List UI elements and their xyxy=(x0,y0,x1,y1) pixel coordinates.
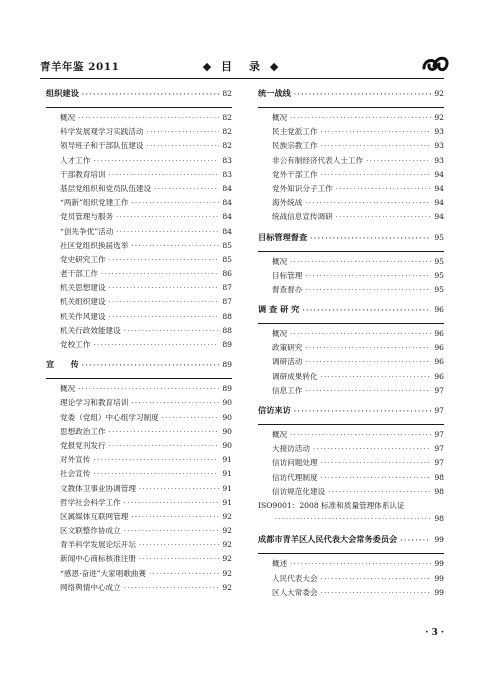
toc-entry[interactable] xyxy=(46,112,232,126)
toc-entry-label: 区人大常委会 xyxy=(272,587,318,597)
toc-page-number: 96 xyxy=(434,305,444,315)
toc-page-number: 98 xyxy=(434,472,444,482)
toc-entry[interactable] xyxy=(258,328,444,342)
toc-entry-label: 老干部工作 xyxy=(60,269,98,279)
toc-entry-label: 海外统战 xyxy=(272,198,303,208)
toc-page-number: 84 xyxy=(222,226,232,236)
toc-entry-label: 网络舆情中心成立 xyxy=(60,582,121,592)
toc-page-number: 84 xyxy=(222,198,232,208)
toc-entry[interactable] xyxy=(258,126,444,140)
toc-entry[interactable] xyxy=(46,339,232,353)
toc-entry-label: ISO9001：2008 标准和质量管理体系认证 xyxy=(258,500,405,510)
section-underline xyxy=(258,553,444,554)
toc-page-number: 82 xyxy=(222,127,232,137)
dot-leader xyxy=(139,555,219,563)
toc-entry[interactable] xyxy=(46,582,232,596)
toc-entry[interactable] xyxy=(258,573,444,587)
toc-page-number: 99 xyxy=(434,559,444,569)
toc-entry-label: 新闻中心商标核准注册 xyxy=(60,554,136,564)
toc-entry[interactable] xyxy=(46,254,232,268)
dot-leader xyxy=(124,584,220,592)
dot-leader xyxy=(109,313,220,321)
dot-leader xyxy=(82,90,220,98)
toc-page-number: 98 xyxy=(434,486,444,496)
dot-leader xyxy=(93,157,219,165)
toc-entry[interactable] xyxy=(46,454,232,468)
dot-leader xyxy=(321,575,432,583)
page-header xyxy=(40,56,444,76)
toc-entry-label: 领导班子和干部队伍建设 xyxy=(60,141,144,151)
dot-leader xyxy=(116,213,219,221)
toc-entry-label: 理论学习和教育培训 xyxy=(60,398,129,408)
dot-leader xyxy=(328,488,431,496)
toc-entry-label: 思想政治工作 xyxy=(60,426,106,436)
toc-entry[interactable] xyxy=(46,383,232,397)
dot-leader xyxy=(109,284,220,292)
dot-leader xyxy=(124,499,220,507)
toc-entry[interactable] xyxy=(258,270,444,284)
dot-leader xyxy=(290,330,431,338)
dot-leader xyxy=(93,456,219,464)
toc-entry-label: 概况 xyxy=(272,113,288,122)
toc-entry-label: 机关组织建设 xyxy=(60,297,106,307)
toc-entry[interactable] xyxy=(258,514,444,528)
dot-leader xyxy=(290,258,431,266)
toc-entry[interactable] xyxy=(258,356,444,370)
toc-entry[interactable] xyxy=(46,311,232,325)
toc-entry-label: “感恩·奋进”大家唱歌曲赛 xyxy=(60,568,147,578)
toc-entry[interactable] xyxy=(258,486,444,500)
toc-page-number: 87 xyxy=(222,297,232,307)
toc-entry[interactable] xyxy=(46,539,232,553)
toc-section-heading[interactable] xyxy=(258,534,444,553)
toc-entry[interactable] xyxy=(46,169,232,183)
toc-page-number: 97 xyxy=(434,444,444,454)
toc-entry-label: 概况 xyxy=(272,256,288,266)
toc-page-number: 96 xyxy=(434,357,444,367)
toc-entry-label: 人民代表大会 xyxy=(272,573,318,583)
toc-page-number: 94 xyxy=(434,169,444,179)
dot-leader xyxy=(82,361,220,369)
toc-section-heading[interactable] xyxy=(258,88,444,107)
toc-entry-label: 信访问题处理 xyxy=(272,458,318,468)
dot-leader xyxy=(321,373,432,381)
toc-entry[interactable] xyxy=(258,140,444,154)
toc-entry[interactable] xyxy=(46,226,232,240)
toc-entry[interactable] xyxy=(46,183,232,197)
toc-left-column xyxy=(46,88,232,596)
toc-entry-label: “两新”组织党建工作 xyxy=(60,198,129,208)
dot-leader xyxy=(131,399,219,407)
toc-page-number: 93 xyxy=(434,141,444,151)
toc-page-number: 98 xyxy=(434,514,444,524)
toc-page-number: 95 xyxy=(434,270,444,280)
swirl-logo-icon xyxy=(420,52,450,78)
toc-entry[interactable] xyxy=(258,385,444,399)
toc-entry[interactable] xyxy=(46,426,232,440)
dot-leader xyxy=(109,298,220,306)
dot-leader xyxy=(139,485,219,493)
dot-leader xyxy=(149,570,219,578)
toc-page-number: 92 xyxy=(222,526,232,536)
toc-page-number: 96 xyxy=(434,343,444,353)
toc-entry[interactable] xyxy=(258,112,444,126)
toc-entry[interactable] xyxy=(46,568,232,582)
toc-entry-label: 党报党刊发行 xyxy=(60,440,106,450)
toc-entry-label: 调研活动 xyxy=(272,357,303,367)
dot-leader xyxy=(93,341,219,349)
toc-entry-label: 宣 传 xyxy=(46,359,79,370)
toc-entry[interactable] xyxy=(46,155,232,169)
toc-entry-label: 社区党组织换届选举 xyxy=(60,240,129,250)
toc-entry[interactable] xyxy=(258,472,444,486)
dot-leader xyxy=(305,286,431,294)
dot-leader xyxy=(116,228,219,236)
toc-entry[interactable] xyxy=(258,183,444,197)
toc-page-number: 99 xyxy=(434,587,444,597)
toc-page-number: 85 xyxy=(222,240,232,250)
toc-entry-label: 概况 xyxy=(60,384,76,394)
dot-leader xyxy=(109,428,220,436)
contents-title: ◆ 目 录 ◆ xyxy=(202,60,282,73)
toc-entry[interactable] xyxy=(46,483,232,497)
dot-leader xyxy=(321,171,432,179)
dot-leader xyxy=(294,90,432,98)
toc-entry-label: 党外干部工作 xyxy=(272,169,318,179)
toc-entry[interactable] xyxy=(258,197,444,211)
toc-page-number: 91 xyxy=(222,455,232,465)
toc-page-number: 91 xyxy=(222,497,232,507)
toc-entry[interactable] xyxy=(46,240,232,254)
toc-entry-label: 民主党派工作 xyxy=(272,127,318,137)
toc-entry-label: 区属媒体互联网管理 xyxy=(60,511,129,521)
header-rule xyxy=(40,78,444,79)
toc-entry[interactable] xyxy=(46,140,232,154)
toc-entry[interactable] xyxy=(258,211,444,225)
dot-leader xyxy=(305,199,431,207)
toc-entry[interactable] xyxy=(46,497,232,511)
dot-leader xyxy=(336,185,432,193)
toc-page-number: 88 xyxy=(222,311,232,321)
toc-entry[interactable] xyxy=(258,429,444,443)
book-title: 青羊年鉴 2011 xyxy=(40,61,120,73)
toc-page-number: 89 xyxy=(222,360,232,370)
toc-entry-label: 大接访活动 xyxy=(272,444,310,454)
dot-leader xyxy=(109,171,220,179)
dot-leader xyxy=(294,407,432,415)
dot-leader xyxy=(290,560,431,568)
toc-page-number: 92 xyxy=(434,89,444,98)
dot-leader xyxy=(366,157,431,165)
toc-entry-label: 信访代理制度 xyxy=(272,472,318,482)
dot-leader xyxy=(109,442,220,450)
dot-leader xyxy=(305,344,431,352)
toc-entry[interactable] xyxy=(258,457,444,471)
toc-page-number: 84 xyxy=(222,183,232,193)
toc-page-number: 93 xyxy=(434,155,444,165)
toc-entry[interactable] xyxy=(258,256,444,270)
toc-entry-label: 概况 xyxy=(272,430,288,439)
toc-page-number: 93 xyxy=(434,127,444,137)
toc-entry-label: 党校工作 xyxy=(60,340,91,349)
toc-entry[interactable] xyxy=(46,197,232,211)
toc-entry-label: 科学发展观学习实践活动 xyxy=(60,127,144,137)
toc-page-number: 92 xyxy=(222,582,232,592)
dot-leader xyxy=(305,387,431,395)
toc-entry-label: 非公有制经济代表人士工作 xyxy=(272,155,364,165)
toc-entry-label: 对外宣传 xyxy=(60,455,91,465)
toc-page-number: 89 xyxy=(222,340,232,349)
toc-page-number: 97 xyxy=(434,406,444,415)
toc-page-number: 97 xyxy=(434,458,444,468)
toc-entry[interactable] xyxy=(46,553,232,567)
toc-entry[interactable] xyxy=(258,284,444,298)
toc-entry-label: 干部教育培训 xyxy=(60,169,106,179)
toc-entry[interactable] xyxy=(46,296,232,310)
toc-entry-label: 人才工作 xyxy=(60,155,91,165)
toc-entry-label: 督查督办 xyxy=(272,284,303,294)
dot-leader xyxy=(78,114,219,122)
toc-page-number: 86 xyxy=(222,269,232,279)
toc-entry-label: 文教体卫事业协调管理 xyxy=(60,483,136,493)
dot-leader xyxy=(302,306,431,314)
toc-section-heading[interactable] xyxy=(258,304,444,323)
toc-entry[interactable] xyxy=(258,169,444,183)
toc-entry[interactable] xyxy=(46,468,232,482)
toc-entry-label: 调研成果转化 xyxy=(272,371,318,381)
toc-entry[interactable] xyxy=(258,443,444,457)
dot-leader xyxy=(132,199,220,207)
toc-entry[interactable] xyxy=(258,342,444,356)
dot-leader xyxy=(336,213,432,221)
toc-entry-label: “创先争优”活动 xyxy=(60,226,114,236)
toc-entry[interactable] xyxy=(258,587,444,601)
toc-entry[interactable] xyxy=(46,325,232,339)
toc-page-number: 85 xyxy=(222,254,232,264)
toc-entry[interactable] xyxy=(46,412,232,426)
section-underline xyxy=(258,424,444,425)
toc-entry-label: 民族宗教工作 xyxy=(272,141,318,151)
dot-leader xyxy=(139,541,219,549)
toc-entry[interactable] xyxy=(258,558,444,572)
toc-entry-label: 区文联整作协成立 xyxy=(60,526,121,536)
toc-page-number: 95 xyxy=(434,232,444,242)
dot-leader xyxy=(321,459,432,467)
section-underline xyxy=(46,107,232,108)
toc-entry-label: 目标管理 xyxy=(272,270,303,280)
toc-entry-label: 机关思想建设 xyxy=(60,283,106,293)
toc-entry-label: 统战信息宣传调研 xyxy=(272,212,333,222)
dot-leader xyxy=(154,185,219,193)
toc-section-heading[interactable] xyxy=(258,405,444,424)
dot-leader xyxy=(305,358,431,366)
toc-entry[interactable] xyxy=(46,126,232,140)
toc-entry-label: 机关行政效能建设 xyxy=(60,325,121,335)
toc-entry[interactable] xyxy=(46,397,232,411)
toc-entry[interactable] xyxy=(46,440,232,454)
dot-leader xyxy=(131,513,219,521)
toc-entry-label: 党外知识分子工作 xyxy=(272,183,333,193)
toc-section-heading[interactable] xyxy=(46,359,232,378)
toc-page-number: 89 xyxy=(222,384,232,394)
toc-section-heading[interactable] xyxy=(46,88,232,107)
toc-page-number: 82 xyxy=(222,89,232,98)
toc-page-number: 92 xyxy=(434,113,444,122)
toc-entry-label: 调 查 研 究 xyxy=(258,304,300,315)
toc-entry-label: 社会宣传 xyxy=(60,469,91,479)
dot-leader xyxy=(124,527,220,535)
dot-leader xyxy=(321,589,432,597)
page-number: · 3 · xyxy=(425,628,444,638)
dot-leader xyxy=(290,431,431,439)
dot-leader xyxy=(131,242,219,250)
toc-page-number: 87 xyxy=(222,283,232,293)
toc-entry-label: 党委（党组）中心组学习制度 xyxy=(60,412,159,422)
toc-page-number: 94 xyxy=(434,198,444,208)
toc-page-number: 99 xyxy=(434,573,444,583)
dot-leader xyxy=(321,142,432,150)
toc-entry-label: 青羊科学发展论坛开坛 xyxy=(60,540,136,550)
toc-page-number: 92 xyxy=(222,554,232,564)
toc-page-number: 94 xyxy=(434,183,444,193)
toc-entry-label: 组织建设 xyxy=(46,88,79,98)
toc-entry-label: 哲学社会科学工作 xyxy=(60,497,121,507)
toc-entry-label: 信访规范化建设 xyxy=(272,486,326,496)
toc-entry[interactable] xyxy=(258,155,444,169)
toc-entry-label: 基层党组织和党员队伍建设 xyxy=(60,183,152,193)
dot-leader xyxy=(321,128,432,136)
toc-entry[interactable] xyxy=(46,268,232,282)
toc-entry-label: 统一战线 xyxy=(258,88,291,98)
toc-entry-label: 信息工作 xyxy=(272,385,303,395)
toc-entry[interactable] xyxy=(46,511,232,525)
toc-entry-label: 目标管理督查 xyxy=(258,231,308,242)
dot-leader xyxy=(147,142,220,150)
toc-page-number: 90 xyxy=(222,412,232,422)
dot-leader xyxy=(310,234,431,242)
toc-page-number: 90 xyxy=(222,426,232,436)
dot-leader xyxy=(290,114,431,122)
toc-entry-label: 信访来访 xyxy=(258,405,291,415)
toc-entry-label: 党史研究工作 xyxy=(60,254,106,264)
toc-page-number: 83 xyxy=(222,155,232,165)
toc-page-number: 97 xyxy=(434,430,444,439)
dot-leader xyxy=(305,272,431,280)
toc-page-number: 82 xyxy=(222,141,232,151)
toc-page-number: 92 xyxy=(222,511,232,521)
dot-leader xyxy=(321,474,432,482)
dot-leader xyxy=(109,256,220,264)
dot-leader xyxy=(275,515,431,523)
dot-leader xyxy=(93,470,219,478)
section-underline xyxy=(258,251,444,252)
toc-right-column xyxy=(258,88,444,601)
toc-page-number: 90 xyxy=(222,398,232,408)
toc-entry-label: 机关作风建设 xyxy=(60,311,106,321)
dot-leader xyxy=(162,414,220,422)
toc-entry[interactable] xyxy=(46,211,232,225)
toc-entry-label: 党员管理与服务 xyxy=(60,212,114,222)
toc-section-heading[interactable] xyxy=(258,232,444,251)
toc-page-number: 97 xyxy=(434,385,444,395)
toc-entry-label: 概况 xyxy=(272,329,288,339)
toc-page-number: 88 xyxy=(222,325,232,335)
toc-page-number: 90 xyxy=(222,440,232,450)
toc-entry-label: 概述 xyxy=(272,559,288,569)
toc-page-number: 82 xyxy=(222,113,232,122)
toc-page-number: 91 xyxy=(222,469,232,479)
dot-leader xyxy=(124,327,220,335)
toc-entry-label: 概况 xyxy=(60,113,76,122)
toc-page-number: 99 xyxy=(434,535,444,545)
toc-page-number: 96 xyxy=(434,329,444,339)
toc-entry[interactable] xyxy=(46,282,232,296)
dot-leader xyxy=(313,445,431,453)
toc-entry[interactable] xyxy=(258,500,444,514)
section-underline xyxy=(258,107,444,108)
section-underline xyxy=(258,323,444,324)
toc-page-number: 96 xyxy=(434,371,444,381)
toc-page-number: 95 xyxy=(434,256,444,266)
toc-page-number: 94 xyxy=(434,212,444,222)
dot-leader xyxy=(78,385,219,393)
toc-entry-label: 政策研究 xyxy=(272,343,303,353)
toc-entry-label: 成都市青羊区人民代表大会常务委员会 xyxy=(258,534,398,545)
toc-page-number: 91 xyxy=(222,483,232,493)
toc-page-number: 92 xyxy=(222,540,232,550)
toc-page-number: 83 xyxy=(222,169,232,179)
toc-page-number: 95 xyxy=(434,284,444,294)
dot-leader xyxy=(400,536,431,544)
dot-leader xyxy=(147,128,220,136)
section-underline xyxy=(46,378,232,379)
dot-leader xyxy=(101,270,219,278)
toc-page-number: 84 xyxy=(222,212,232,222)
toc-page-number: 92 xyxy=(222,568,232,578)
toc-entry[interactable] xyxy=(46,525,232,539)
toc-entry[interactable] xyxy=(258,371,444,385)
